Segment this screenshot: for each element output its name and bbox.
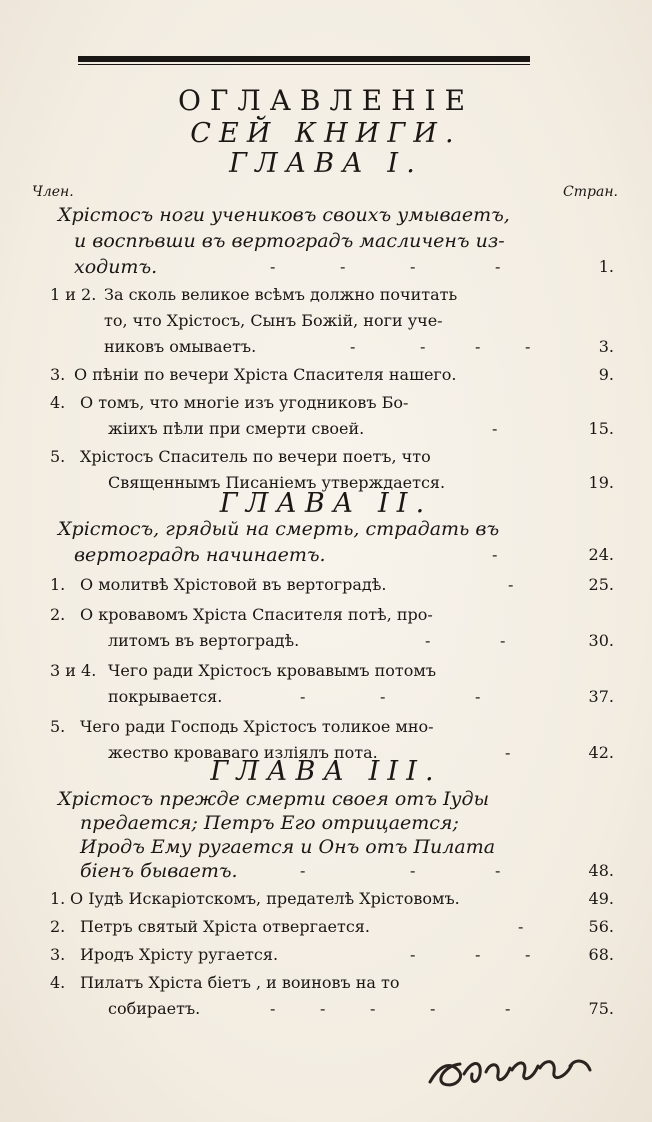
leader-dash: - [380,687,386,706]
toc-item-number: 4. [50,973,66,992]
toc-item-number: 5. [50,717,66,736]
chapter-3-summary-line2: предается; Петръ Его отрицается; [80,812,459,834]
toc-item-line: Чего ради Хрістосъ кровавымъ потомъ [108,661,437,680]
toc-item-page: 19. [588,473,614,492]
top-rule [78,56,530,62]
chapter-3-summary-page: 48. [588,861,614,880]
toc-item-number: 1 и 2. [50,285,97,304]
leader-dash: - [300,861,306,880]
handwritten-signature [420,1030,610,1100]
leader-dash: - [475,687,481,706]
toc-item-page: 3. [598,337,614,356]
leader-dash: - [475,945,481,964]
leader-dash: - [495,257,501,276]
toc-title: ОГЛАВЛЕНІЕ [178,84,474,117]
toc-item-page: 49. [588,889,614,908]
toc-item-line: Петръ святый Хріста отвергается. [80,917,370,936]
chapter-3-summary-line3: Иродъ Ему ругается и Онъ отъ Пилата [80,836,496,858]
toc-item-line: покрывается. [108,687,223,706]
toc-item-line: О Іудѣ Искаріотскомъ, предателѣ Хрістовомъ. [70,889,460,908]
toc-item-line: Пилатъ Хріста біетъ , и воиновъ на то [80,973,400,992]
leader-dash: - [300,687,306,706]
chapter-2-summary-line1: Хрістосъ, грядый на смерть, страдать въ [58,518,500,540]
column-head-member: Член. [32,184,74,200]
leader-dash: - [370,999,376,1018]
toc-item-line: литомъ въ вертоградѣ. [108,631,300,650]
toc-item-line: собираетъ. [108,999,201,1018]
leader-dash: - [270,257,276,276]
toc-item-line: Хрістосъ Спаситель по вечери поетъ, что [80,447,431,466]
leader-dash: - [492,545,498,564]
toc-item-line: Иродъ Хрісту ругается. [80,945,279,964]
toc-item-page: 25. [588,575,614,594]
leader-dash: - [525,337,531,356]
toc-item-line: никовъ омываетъ. [104,337,257,356]
toc-item-number: 3. [50,365,66,384]
chapter-2-heading: ГЛАВА II. [219,488,433,519]
leader-dash: - [475,337,481,356]
leader-dash: - [505,743,511,762]
toc-item-line: О томъ, что многіе изъ угодниковъ Бо- [80,393,409,412]
toc-item-line: Чего ради Господь Хрістосъ толикое мно- [80,717,434,736]
toc-item-line: О пѣніи по вечери Хріста Спасителя нашего. [74,365,457,384]
toc-subtitle: СЕЙ КНИГИ. [190,118,462,149]
toc-item-page: 56. [588,917,614,936]
chapter-3-summary-line1: Хрістосъ прежде смерти своея отъ Іуды [58,788,490,810]
toc-item-number: 3 и 4. [50,661,97,680]
toc-item-number: 4. [50,393,66,412]
toc-item-page: 15. [588,419,614,438]
leader-dash: - [518,917,524,936]
toc-item-page: 68. [588,945,614,964]
chapter-2-summary-page: 24. [588,545,614,564]
leader-dash: - [340,257,346,276]
toc-item-number: 1. [50,889,66,908]
chapter-1-heading: ГЛАВА І. [229,148,423,179]
chapter-1-summary-line1: Хрістосъ ноги учениковъ своихъ умываетъ, [58,204,510,226]
leader-dash: - [425,631,431,650]
toc-item-page: 75. [588,999,614,1018]
chapter-3-summary-line4: біенъ бываетъ. [80,860,238,882]
toc-item-page: 30. [588,631,614,650]
chapter-2-summary-line2: вертоградѣ начинаетъ. [74,544,326,566]
toc-item-line: За сколь великое всѣмъ должно почитать [104,285,458,304]
chapter-1-summary-line3: ходитъ. [74,256,158,278]
leader-dash: - [270,999,276,1018]
leader-dash: - [500,631,506,650]
toc-item-line: О молитвѣ Хрістовой въ вертоградѣ. [80,575,387,594]
toc-item-number: 2. [50,917,66,936]
chapter-3-heading: ГЛАВА III. [210,756,442,787]
toc-item-number: 2. [50,605,66,624]
leader-dash: - [525,945,531,964]
toc-item-line: то, что Хрістосъ, Сынъ Божій, ноги уче- [104,311,443,330]
toc-item-page: 42. [588,743,614,762]
leader-dash: - [492,419,498,438]
leader-dash: - [508,575,514,594]
toc-item-number: 3. [50,945,66,964]
column-head-page: Стран. [563,184,618,200]
leader-dash: - [320,999,326,1018]
chapter-1-summary-line2: и воспѣвши въ вертоградъ масличенъ из- [74,230,505,252]
toc-item-page: 37. [588,687,614,706]
leader-dash: - [350,337,356,356]
toc-item-line: жество кроваваго изліялъ пота. [108,743,378,762]
leader-dash: - [505,999,511,1018]
leader-dash: - [410,945,416,964]
leader-dash: - [420,337,426,356]
toc-item-page: 9. [598,365,614,384]
toc-item-line: О кровавомъ Хріста Спасителя потѣ, про- [80,605,433,624]
toc-item-line: жіихъ пѣли при смерти своей. [108,419,365,438]
toc-item-number: 5. [50,447,66,466]
leader-dash: - [410,257,416,276]
leader-dash: - [410,861,416,880]
leader-dash: - [495,861,501,880]
toc-item-number: 1. [50,575,66,594]
leader-dash: - [430,999,436,1018]
chapter-1-summary-page: 1. [598,257,614,276]
toc-item-line: Священнымъ Писаніемъ утверждается. [108,473,446,492]
